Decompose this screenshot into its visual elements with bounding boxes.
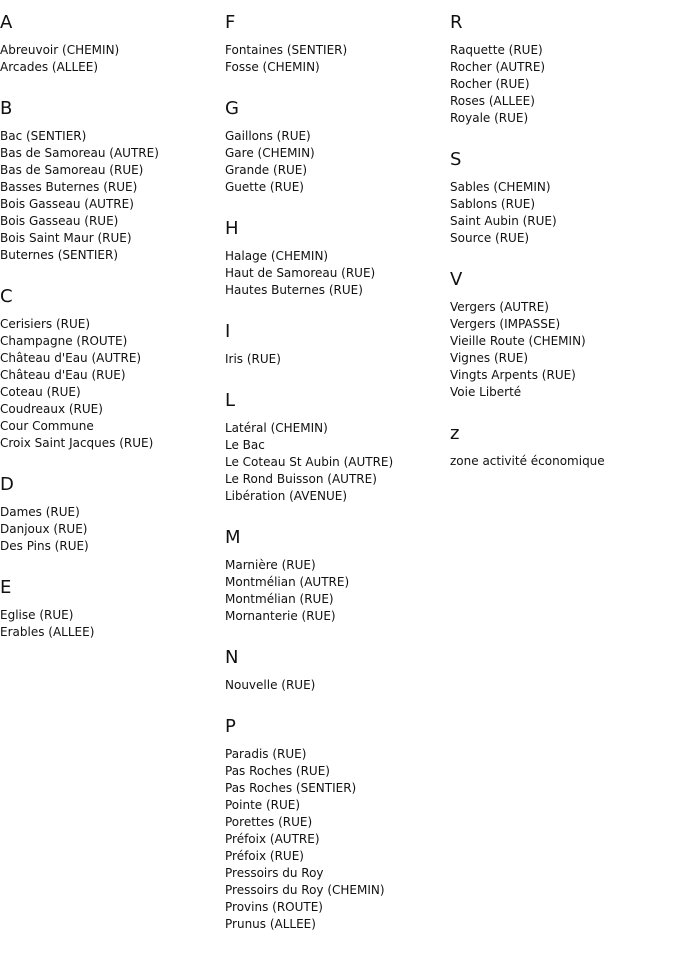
letter-group-h <box>225 218 393 299</box>
street-link[interactable]: Coteau (RUE) <box>0 385 81 399</box>
street-link[interactable]: Pressoirs du Roy <box>225 866 324 880</box>
street-link[interactable]: Le Coteau St Aubin (AUTRE) <box>225 455 394 469</box>
letter-heading: C <box>0 286 13 307</box>
letter-group-m <box>225 527 393 625</box>
street-link[interactable]: Marnière (RUE) <box>225 558 316 572</box>
street-link[interactable]: Danjoux (RUE) <box>0 522 88 536</box>
letter-heading: S <box>450 149 462 170</box>
street-list <box>225 351 393 368</box>
street-link[interactable]: Préfoix (AUTRE) <box>225 832 320 846</box>
letter-heading: M <box>225 527 241 548</box>
street-list <box>0 607 159 641</box>
letter-group-s <box>450 149 605 247</box>
street-link[interactable]: Nouvelle (RUE) <box>225 678 316 692</box>
street-link[interactable]: Pas Roches (SENTIER) <box>225 781 357 795</box>
street-link[interactable]: Champagne (ROUTE) <box>0 334 128 348</box>
street-link[interactable]: Le Bac <box>225 438 265 452</box>
street-link[interactable]: Prunus (ALLEE) <box>225 917 316 931</box>
letter-group-p <box>225 716 393 933</box>
letter-group-z <box>450 423 605 470</box>
street-link[interactable]: Bois Saint Maur (RUE) <box>0 231 132 245</box>
letter-heading: G <box>225 98 239 119</box>
street-link[interactable]: Roses (ALLEE) <box>450 94 535 108</box>
street-link[interactable]: Château d'Eau (RUE) <box>0 368 126 382</box>
letter-heading: R <box>450 12 463 33</box>
letter-heading: E <box>0 577 12 598</box>
street-link[interactable]: Vieille Route (CHEMIN) <box>450 334 586 348</box>
street-list <box>0 42 159 76</box>
street-link[interactable]: Croix Saint Jacques (RUE) <box>0 436 154 450</box>
street-link[interactable]: Latéral (CHEMIN) <box>225 421 328 435</box>
street-list <box>0 504 159 555</box>
street-link[interactable]: Provins (ROUTE) <box>225 900 323 914</box>
letter-heading: P <box>225 716 236 737</box>
street-link[interactable]: Vergers (AUTRE) <box>450 300 549 314</box>
letter-heading: B <box>0 98 13 119</box>
letter-group-b <box>0 98 159 264</box>
street-link[interactable]: Château d'Eau (AUTRE) <box>0 351 142 365</box>
street-link[interactable]: Fosse (CHEMIN) <box>225 60 320 74</box>
street-index-column <box>0 12 159 663</box>
letter-group-n <box>225 647 393 694</box>
street-link[interactable]: Montmélian (RUE) <box>225 592 334 606</box>
street-link[interactable]: Bois Gasseau (AUTRE) <box>0 197 134 211</box>
street-link[interactable]: Porettes (RUE) <box>225 815 313 829</box>
street-link[interactable]: Hautes Buternes (RUE) <box>225 283 363 297</box>
street-link[interactable]: Pas Roches (RUE) <box>225 764 330 778</box>
street-link[interactable]: Le Rond Buisson (AUTRE) <box>225 472 377 486</box>
letter-group-r <box>450 12 605 127</box>
street-link[interactable]: Bois Gasseau (RUE) <box>0 214 119 228</box>
letter-heading: V <box>450 269 463 290</box>
street-link[interactable]: Guette (RUE) <box>225 180 304 194</box>
street-link[interactable]: Vingts Arpents (RUE) <box>450 368 576 382</box>
street-link[interactable]: Basses Buternes (RUE) <box>0 180 138 194</box>
street-link[interactable]: Fontaines (SENTIER) <box>225 43 348 57</box>
street-link[interactable]: Dames (RUE) <box>0 505 80 519</box>
street-link[interactable]: Vignes (RUE) <box>450 351 529 365</box>
street-list <box>225 420 393 505</box>
street-link[interactable]: Montmélian (AUTRE) <box>225 575 350 589</box>
letter-group-g <box>225 98 393 196</box>
street-link[interactable]: Préfoix (RUE) <box>225 849 304 863</box>
letter-heading: H <box>225 218 239 239</box>
street-link[interactable]: Bac (SENTIER) <box>0 129 87 143</box>
street-link[interactable]: Bas de Samoreau (AUTRE) <box>0 146 159 160</box>
street-list <box>450 179 605 247</box>
street-link[interactable]: Voie Liberté <box>450 385 522 399</box>
street-link[interactable]: Iris (RUE) <box>225 352 281 366</box>
street-link[interactable]: Coudreaux (RUE) <box>0 402 103 416</box>
street-list <box>225 128 393 196</box>
street-list <box>450 299 605 401</box>
letter-heading: I <box>225 321 231 342</box>
street-link[interactable]: Libération (AVENUE) <box>225 489 348 503</box>
letter-group-e <box>0 577 159 641</box>
letter-group-a <box>0 12 159 76</box>
street-link[interactable]: Paradis (RUE) <box>225 747 307 761</box>
street-link[interactable]: Pressoirs du Roy (CHEMIN) <box>225 883 385 897</box>
street-link[interactable]: Gare (CHEMIN) <box>225 146 315 160</box>
letter-heading: z <box>450 423 460 444</box>
street-link[interactable]: Raquette (RUE) <box>450 43 543 57</box>
street-link[interactable]: Royale (RUE) <box>450 111 529 125</box>
street-link[interactable]: Cerisiers (RUE) <box>0 317 91 331</box>
street-link[interactable]: Haut de Samoreau (RUE) <box>225 266 376 280</box>
street-link[interactable]: Des Pins (RUE) <box>0 539 89 553</box>
letter-group-f <box>225 12 393 76</box>
street-list <box>0 128 159 264</box>
street-list <box>450 42 605 127</box>
street-link[interactable]: Saint Aubin (RUE) <box>450 214 557 228</box>
street-link[interactable]: Halage (CHEMIN) <box>225 249 329 263</box>
street-list <box>0 316 159 452</box>
letter-group-l <box>225 390 393 505</box>
street-link[interactable]: Sables (CHEMIN) <box>450 180 551 194</box>
street-list <box>225 42 393 76</box>
street-link[interactable]: Abreuvoir (CHEMIN) <box>0 43 120 57</box>
letter-group-d <box>0 474 159 555</box>
letter-group-i <box>225 321 393 368</box>
street-list <box>450 453 605 470</box>
street-index-column <box>450 12 605 492</box>
street-list <box>225 746 393 933</box>
street-link[interactable]: Source (RUE) <box>450 231 530 245</box>
street-link[interactable]: Sablons (RUE) <box>450 197 536 211</box>
street-link[interactable]: Mornanterie (RUE) <box>225 609 336 623</box>
street-link[interactable]: Rocher (AUTRE) <box>450 60 546 74</box>
letter-group-c <box>0 286 159 452</box>
letter-group-v <box>450 269 605 401</box>
street-link[interactable]: Rocher (RUE) <box>450 77 530 91</box>
letter-heading: A <box>0 12 13 33</box>
street-link[interactable]: Vergers (IMPASSE) <box>450 317 561 331</box>
street-link[interactable]: Grande (RUE) <box>225 163 308 177</box>
street-link[interactable]: Pointe (RUE) <box>225 798 301 812</box>
letter-heading: F <box>225 12 236 33</box>
street-list <box>225 248 393 299</box>
street-list <box>225 677 393 694</box>
street-link[interactable]: Buternes (SENTIER) <box>0 248 119 262</box>
street-link[interactable]: zone activité économique <box>450 454 605 468</box>
letter-heading: L <box>225 390 236 411</box>
street-list <box>225 557 393 625</box>
letter-heading: D <box>0 474 14 495</box>
street-link[interactable]: Cour Commune <box>0 419 94 433</box>
street-link[interactable]: Erables (ALLEE) <box>0 625 95 639</box>
street-link[interactable]: Arcades (ALLEE) <box>0 60 99 74</box>
street-link[interactable]: Bas de Samoreau (RUE) <box>0 163 144 177</box>
street-link[interactable]: Eglise (RUE) <box>0 608 74 622</box>
street-link[interactable]: Gaillons (RUE) <box>225 129 311 143</box>
letter-heading: N <box>225 647 239 668</box>
street-index-column <box>225 12 393 955</box>
